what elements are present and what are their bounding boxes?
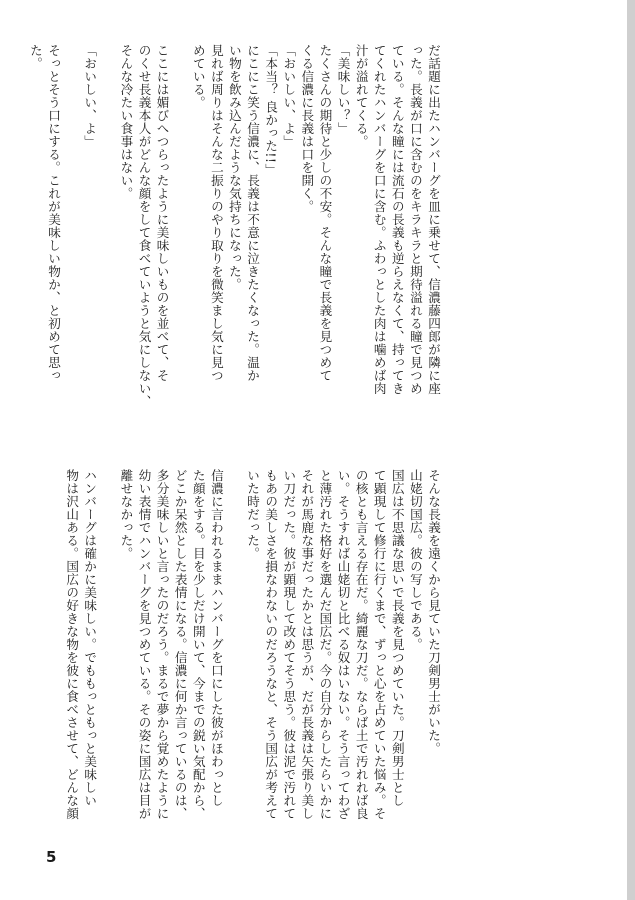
page-edge-shadow: [627, 0, 635, 900]
text-line: だ話題に出たハンバーグを皿に乗せて、信濃藤四郎が隣に座: [426, 44, 441, 395]
text-line: どこか呆然とした表情になる。信濃に何か言っているのは、: [172, 469, 188, 820]
text-line: 「美味しい？」: [335, 44, 351, 135]
text-line: そんな冷たい食事はない。: [118, 44, 134, 200]
page-number: 5: [46, 848, 57, 866]
text-line: 「おいしい、よ」: [281, 44, 297, 148]
text-line: て顕現して修行に行くまで、ずっと心を占めていた悩み。そ: [371, 469, 387, 820]
text-line: 国広は不思議な思いで長義を見つめていた。刀剣男士とし: [389, 469, 405, 807]
text-line: った。長義が口に含むのをキラキラと期待溢れる瞳で見つめ: [407, 44, 423, 395]
text-line: ここには媚びへつらったように美味しいものを並べて、そ: [154, 44, 170, 382]
text-line: [98, 44, 116, 444]
text-line: [98, 469, 116, 869]
text-block-bottom: [62, 469, 442, 869]
text-line: 離せなかった。: [118, 469, 134, 560]
text-line: た顔をする。目を少しだけ開いて、今までの鋭い気配から、: [190, 469, 206, 820]
text-line: い。そうすれば山姥切と比べる奴はいない。そう言ってわざ: [335, 469, 351, 820]
text-line: いた時だった。: [245, 469, 261, 560]
text-line: [225, 469, 243, 869]
text-line: と薄汚れた格好を選んだ国広だ。今の自分からしたらいかに: [317, 469, 333, 820]
text-line: にこにこ笑う信濃に、長義は不意に泣きたくなった。温か: [245, 44, 261, 382]
text-line: めている。: [190, 44, 206, 109]
text-line: い物を飲み込んだような気持ちになった。: [226, 44, 242, 291]
text-block-top: [26, 44, 442, 444]
text-line: [62, 44, 80, 444]
text-line: 信濃に言われるままハンバーグを口にした彼がほわっとし: [208, 469, 224, 807]
text-line: た。: [27, 44, 43, 70]
text-line: 汁が溢れてくる。: [353, 44, 369, 148]
text-line: もあの美しさを損なわないのだろうなと、そう国広が考えて: [263, 469, 279, 820]
text-line: [171, 44, 189, 444]
text-line: 「おいしい、よ」: [82, 44, 98, 148]
text-line: のくせ長義本人がどんな顔をして食べていようと気にしない、: [136, 44, 152, 408]
text-line: 見れば周りはそんな二振りのやり取りを微笑まし気に見つ: [208, 44, 224, 382]
text-line: くる信濃に長義は口を開く。: [299, 44, 315, 213]
text-line: ハンバーグは確かに美味しい。でももっともっと美味しい: [82, 469, 98, 807]
text-line: たくさんの期待と少しの不安。そんな瞳で長義を見つめて: [317, 44, 333, 382]
text-line: てくれたハンバーグを口に含む。ふわっとした肉は噛めば肉: [371, 44, 387, 395]
text-line: 多分美味しいと言ったのだろう。まるで夢から覚めたように: [154, 469, 170, 820]
text-line: そんな長義を遠くから見ていた刀剣男士がいた。: [426, 469, 441, 755]
text-line: い刀だった。彼が顕現して改めてそう思う。彼は泥で汚れて: [281, 469, 297, 820]
text-line: の核とも言える存在だ。綺麗な刀だ。ならば土で汚れれば良: [353, 469, 369, 820]
text-line: ている。そんな瞳には流石の長義も逆らえなくて、持ってき: [389, 44, 405, 395]
text-line: それが馬鹿な事だったかとは思うが、だが長義は矢張り美し: [299, 469, 315, 820]
text-line: 物は沢山ある。国広の好きな物を彼に食べさせて、どんな顔: [64, 469, 80, 820]
text-line: 幼い表情でハンバーグを見つめている。その姿に国広は目が: [136, 469, 152, 820]
text-line: 「本当？ 良かった!!」: [263, 44, 279, 177]
text-line: 山姥切国広。彼の写しである。: [407, 469, 423, 651]
text-line: そっとそう口にする。これが美味しい物か、と初めて思っ: [46, 44, 62, 382]
